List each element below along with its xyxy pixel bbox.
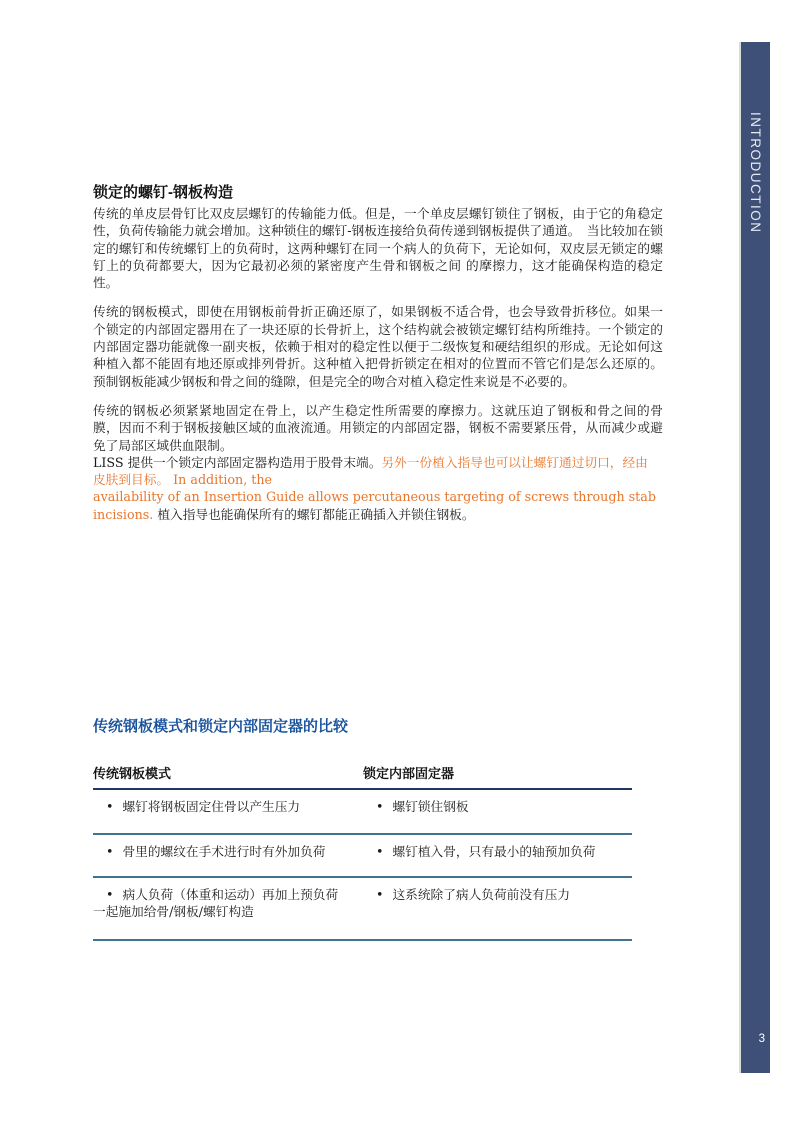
table-header-row [93, 763, 632, 790]
body-paragraphs [93, 205, 663, 454]
table-body [93, 790, 632, 941]
column-header-locked: 锁定内部固定器 [363, 766, 455, 782]
body-text: 植入指导也能确保所有的螺钉都能正确插入并锁住钢板。 [153, 506, 475, 522]
bullet-icon: • [106, 799, 114, 815]
column-header-conventional: 传统钢板模式 [93, 766, 172, 782]
chapter-tab [739, 42, 770, 1073]
bullet-icon: • [376, 799, 384, 815]
body-text: LISS 提供一个锁定内部固定器构造用于股骨末端。 [93, 454, 382, 470]
highlighted-text: 另外一份植入指导也可以让螺钉通过切口，经由 [381, 454, 648, 470]
page-number: 3 [758, 1033, 765, 1045]
highlighted-text: 皮肤到目标。 In addition, the [93, 472, 273, 488]
table-row [93, 790, 632, 835]
table-cell-right: • 这系统除了病人负荷前没有压力 [376, 887, 571, 903]
bullet-icon: • [106, 844, 114, 860]
bullet-icon: • [106, 887, 114, 903]
comparison-heading: 传统钢板模式和锁定内部固定器的比较 [93, 718, 349, 736]
highlighted-text: availability of an Insertion Guide allows percutaneous targeting of screws through stab [93, 489, 656, 505]
main-text-column [93, 184, 663, 941]
body-paragraph: 传统的单皮层骨钉比双皮层螺钉的传输能力低。但是，一个单皮层螺钉锁住了钢板，由于它的角稳定性，负荷传输能力就会增加。这种锁住的螺钉-钢板连接给负荷传递到钢板提供了通道。 当比较加在锁定的螺钉和传统螺钉上的负荷时，这两种螺钉在同一个病人的负荷下，无论如何，双皮层无锁定的螺钉上的负荷都要大，因为它最初必须的紧密度产生骨和钢板之间 的摩擦力，这才能确保构造的稳定性。 [93, 206, 663, 291]
table-row [93, 835, 632, 878]
body-paragraph: 传统的钢板必须紧紧地固定在骨上，以产生稳定性所需要的摩擦力。这就压迫了钢板和骨之间的骨膜，因而不利于钢板接触区域的血液流通。用锁定的内部固定器，钢板不需要紧压骨，从而减少或避免了局部区域供血限制。 [93, 402, 663, 453]
chapter-tab-label: INTRODUCTION [748, 112, 763, 234]
body-paragraph: 传统的钢板模式，即使在用钢板前骨折正确还原了，如果钢板不适合骨，也会导致骨折移位。如果一个锁定的内部固定器用在了一块还原的长骨折上，这个结构就会被锁定螺钉结构所维持。一个锁定的内部固定器功能就像一副夹板，依赖于相对的稳定性以便于二级恢复和硬结组织的形成。无论如何这种植入都不能固有地还原或排列骨折。这种植入把骨折锁定在相对的位置而不管它们是怎么还原的。预制钢板能减少钢板和骨之间的缝隙，但是完全的吻合对植入稳定性来说是不必要的。 [93, 304, 663, 389]
table-row [93, 878, 632, 941]
table-cell-right: • 螺钉锁住钢板 [376, 799, 469, 815]
table-cell-left: • 螺钉将钢板固定住骨以产生压力 [106, 799, 301, 815]
highlighted-text: incisions. [93, 506, 154, 522]
table-cell-left: • 骨里的螺纹在手术进行时有外加负荷 [106, 844, 326, 860]
bullet-icon: • [376, 844, 384, 860]
table-cell-left: • 病人负荷（体重和运动）再加上预负荷一起施加给骨/钢板/螺钉构造 [93, 887, 339, 920]
comparison-table [93, 763, 632, 941]
mixed-language-paragraph [93, 454, 663, 523]
table-cell-right: • 螺钉植入骨，只有最小的轴预加负荷 [376, 844, 596, 860]
section-heading: 锁定的螺钉-钢板构造 [93, 184, 233, 201]
bullet-icon: • [376, 887, 384, 903]
